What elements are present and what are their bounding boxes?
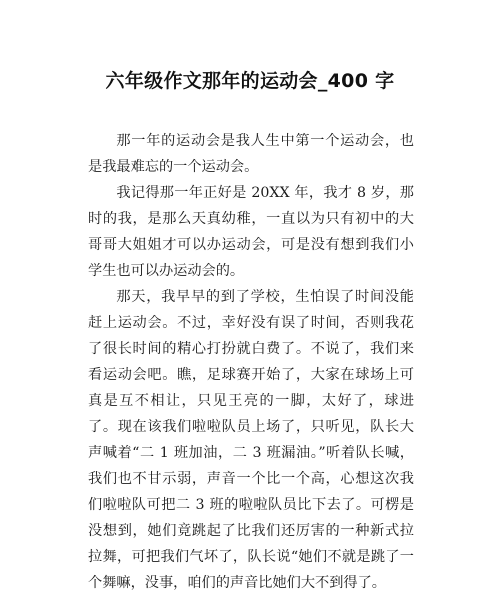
document-title: 六年级作文那年的运动会_400 字 [105, 70, 395, 92]
document-body [88, 128, 414, 596]
paragraph-3: 那天，我早早的到了学校，生怕误了时间没能赶上运动会。不过，幸好没有误了时间，否则我花了很长时间的精心打扮就白费了。不说了，我们来看运动会吧。瞧，足球赛开始了，大家在球场上可真是互不相让，只见王亮的一脚，太好了，球进了。现在该我们啦啦队员上场了，只听见，队长大声喊着“二 1 班加油，二 3 班漏油。”听着队长喊，我们也不甘示弱，声音一个比一个高，心想这次我们啦啦队可把二 3 班的啦啦队员比下去了。可楞是没想到，她们竟跳起了比我们还厉害的一种新式拉拉舞，可把我们气坏了，队长说“她们不就是跳了一个舞嘛，没事，咱们的声音比她们大不到得了。 [88, 289, 414, 591]
paragraph-2: 我记得那一年正好是 20XX 年，我才 8 岁，那时的我，是那么天真幼稚，一直以为只有初中的大哥哥大姐姐才可以办运动会，可是没有想到我们小学生也可以办运动会的。 [88, 185, 414, 279]
paragraph-1: 那一年的运动会是我人生中第一个运动会，也是我最难忘的一个运动会。 [88, 133, 414, 175]
